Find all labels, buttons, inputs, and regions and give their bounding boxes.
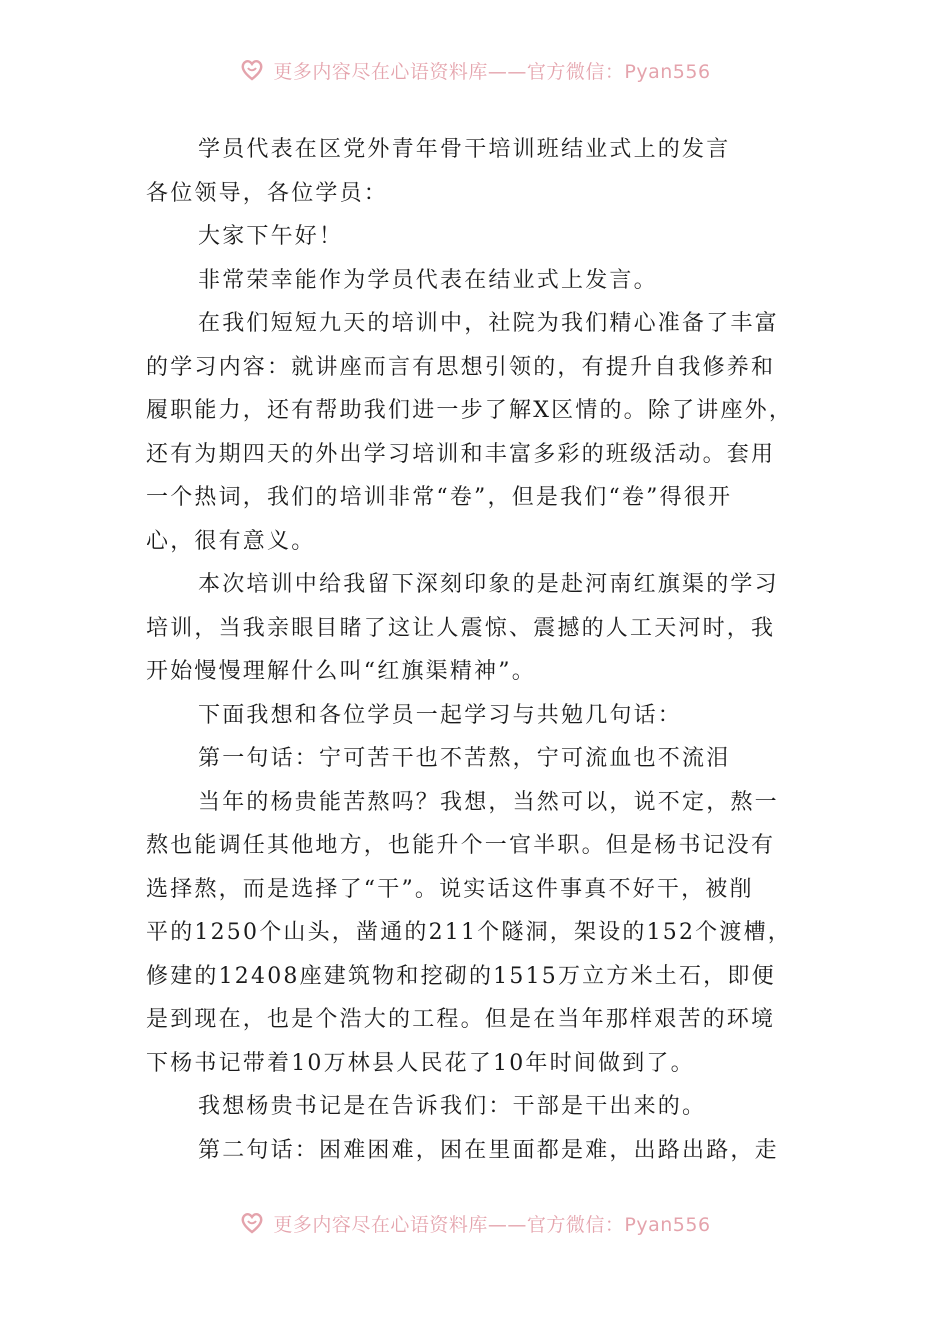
document-body: [146, 128, 810, 1172]
paragraph-line: 非常荣幸能作为学员代表在结业式上发言。: [198, 267, 658, 293]
salutation: 各位领导，各位学员：: [146, 180, 389, 206]
watermark-header: [0, 50, 950, 90]
watermark-text: 更多内容尽在心语资料库——官方微信：Pyan556: [273, 1213, 711, 1236]
heart-logo-icon: [239, 1210, 265, 1236]
greeting: 大家下午好！: [198, 224, 344, 249]
paragraph-line: 开始慢慢理解什么叫“红旗渠精神”。: [146, 659, 536, 684]
paragraph-line: 修建的12408座建筑物和挖砌的1515万立方米土石，即便: [146, 963, 776, 989]
document-title: 学员代表在区党外青年骨干培训班结业式上的发言: [198, 137, 731, 162]
paragraph-line: 还有为期四天的外出学习培训和丰富多彩的班级活动。套用: [146, 441, 776, 467]
paragraph-line: 熬也能调任其他地方，也能升个一官半职。但是杨书记没有: [146, 833, 776, 858]
heart-logo-icon: [239, 57, 265, 83]
paragraph-line: 下杨书记带着10万林县人民花了10年时间做到了。: [146, 1050, 695, 1076]
paragraph-line: 选择熬，而是选择了“干”。说实话这件事真不好干，被削: [146, 876, 754, 902]
paragraph-line: 培训，当我亲眼目睹了这让人震惊、震撼的人工天河时，我: [146, 615, 776, 641]
paragraph-line: 是到现在，也是个浩大的工程。但是在当年那样艰苦的环境: [146, 1007, 776, 1032]
paragraph-line: 下面我想和各位学员一起学习与共勉几句话：: [198, 702, 683, 728]
paragraph-line: 平的1250个山头，凿通的211个隧洞，架设的152个渡槽，: [146, 920, 792, 945]
section-heading: 第一句话：宁可苦干也不苦熬，宁可流血也不流泪: [198, 746, 731, 771]
paragraph-line: 的学习内容：就讲座而言有思想引领的，有提升自我修养和: [146, 354, 776, 380]
paragraph-line: 心，很有意义。: [146, 528, 316, 554]
paragraph-line: 本次培训中给我留下深刻印象的是赴河南红旗渠的学习: [198, 572, 779, 597]
watermark-footer: [0, 1203, 950, 1243]
paragraph-line: 在我们短短九天的培训中，社院为我们精心准备了丰富: [198, 311, 779, 336]
paragraph-line: 一个热词，我们的培训非常“卷”，但是我们“卷”得很开: [146, 485, 733, 510]
paragraph-line: 当年的杨贵能苦熬吗？我想，当然可以，说不定，熬一: [198, 789, 779, 815]
paragraph-line: 履职能力，还有帮助我们进一步了解X区情的。除了讲座外，: [146, 398, 794, 423]
watermark-text: 更多内容尽在心语资料库——官方微信：Pyan556: [273, 60, 711, 83]
section-heading: 第二句话：困难困难，困在里面都是难，出路出路，走: [198, 1137, 779, 1163]
paragraph-line: 我想杨贵书记是在告诉我们：干部是干出来的。: [198, 1094, 707, 1119]
